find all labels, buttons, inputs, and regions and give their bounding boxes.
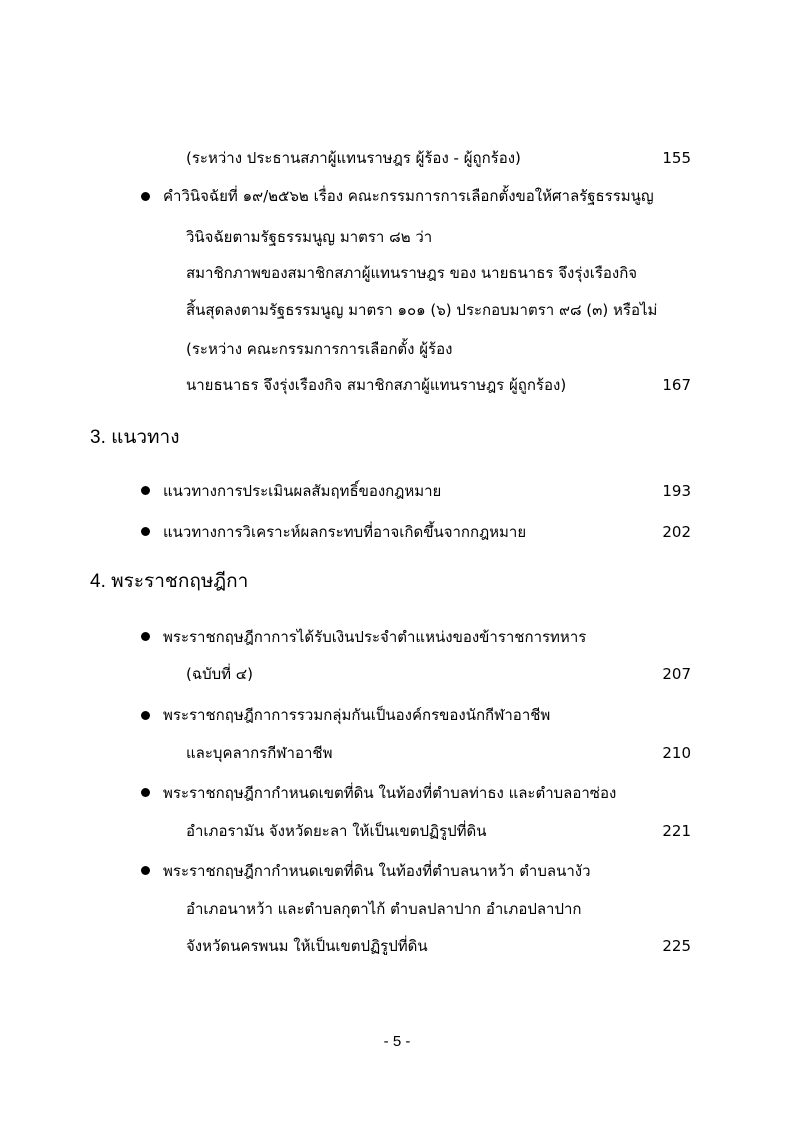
- toc-page-number[interactable]: 221: [662, 822, 691, 840]
- bullet-icon: [141, 788, 150, 797]
- toc-entry-continuation-line: (ระหว่าง ประธานสภาผู้แทนราษฎร ผู้ร้อง - ผู้ถูกร้อง): [186, 149, 521, 167]
- toc-entry-line[interactable]: พระราชกฤษฎีกาการรวมกลุ่มกันเป็นองค์กรของนักกีฬาอาชีพ: [163, 706, 551, 724]
- toc-page-number[interactable]: 207: [662, 665, 691, 683]
- toc-entry-line: สิ้นสุดลงตามรัฐธรรมนูญ มาตรา ๑๐๑ (๖) ประกอบมาตรา ๙๘ (๓) หรือไม่: [186, 301, 658, 319]
- toc-entry-line: นายธนาธร จึงรุ่งเรืองกิจ สมาชิกสภาผู้แทนราษฎร ผู้ถูกร้อง): [186, 376, 567, 394]
- toc-entry-line: (ระหว่าง คณะกรรมการการเลือกตั้ง ผู้ร้อง: [186, 340, 453, 358]
- toc-entry-line: (ฉบับที่ ๔): [186, 665, 253, 683]
- toc-page-number[interactable]: 167: [662, 376, 691, 394]
- toc-entry-line: วินิจฉัยตามรัฐธรรมนูญ มาตรา ๘๒ ว่า: [186, 228, 433, 246]
- bullet-icon: [141, 486, 150, 495]
- bullet-icon: [141, 527, 150, 536]
- bullet-icon: [141, 711, 150, 720]
- toc-entry-line: และบุคลากรกีฬาอาชีพ: [186, 744, 333, 762]
- toc-entry-line[interactable]: แนวทางการวิเคราะห์ผลกระทบที่อาจเกิดขึ้นจากกฎหมาย: [163, 523, 527, 541]
- toc-page-number[interactable]: 155: [662, 149, 691, 167]
- bullet-icon: [141, 632, 150, 641]
- section-heading: 4. พระราชกฤษฎีกา: [90, 571, 249, 592]
- toc-page-number[interactable]: 210: [662, 744, 691, 762]
- toc-page-number[interactable]: 202: [662, 523, 691, 541]
- toc-entry-line: อำเภอนาหว้า และตำบลกุตาไก้ ตำบลปลาปาก อำเภอปลาปาก: [186, 900, 582, 918]
- toc-page-number[interactable]: 193: [662, 482, 691, 500]
- toc-entry-line[interactable]: คำวินิจฉัยที่ ๑๙/๒๕๖๒ เรื่อง คณะกรรมการการเลือกตั้งขอให้ศาลรัฐธรรมนูญ: [163, 187, 654, 205]
- bullet-icon: [141, 866, 150, 875]
- toc-entry-line: สมาชิกภาพของสมาชิกสภาผู้แทนราษฎร ของ นายธนาธร จึงรุ่งเรืองกิจ: [186, 264, 638, 282]
- toc-entry-line[interactable]: แนวทางการประเมินผลสัมฤทธิ์ของกฎหมาย: [163, 482, 442, 500]
- section-heading: 3. แนวทาง: [90, 427, 180, 448]
- toc-entry-line[interactable]: พระราชกฤษฎีกากำหนดเขตที่ดิน ในท้องที่ตำบลนาหว้า ตำบลนางัว: [163, 862, 591, 880]
- toc-entry-line: อำเภอรามัน จังหวัดยะลา ให้เป็นเขตปฏิรูปที่ดิน: [186, 822, 487, 840]
- bullet-icon: [141, 192, 150, 201]
- toc-page-number[interactable]: 225: [662, 937, 691, 955]
- toc-entry-line[interactable]: พระราชกฤษฎีกาการได้รับเงินประจำตำแหน่งของข้าราชการทหาร: [163, 628, 587, 646]
- toc-entry-line[interactable]: พระราชกฤษฎีกากำหนดเขตที่ดิน ในท้องที่ตำบลท่าธง และตำบลอาซ่อง: [163, 784, 617, 802]
- toc-entry-line: จังหวัดนครพนม ให้เป็นเขตปฏิรูปที่ดิน: [186, 937, 428, 955]
- page-footer-number: - 5 -: [383, 1033, 411, 1050]
